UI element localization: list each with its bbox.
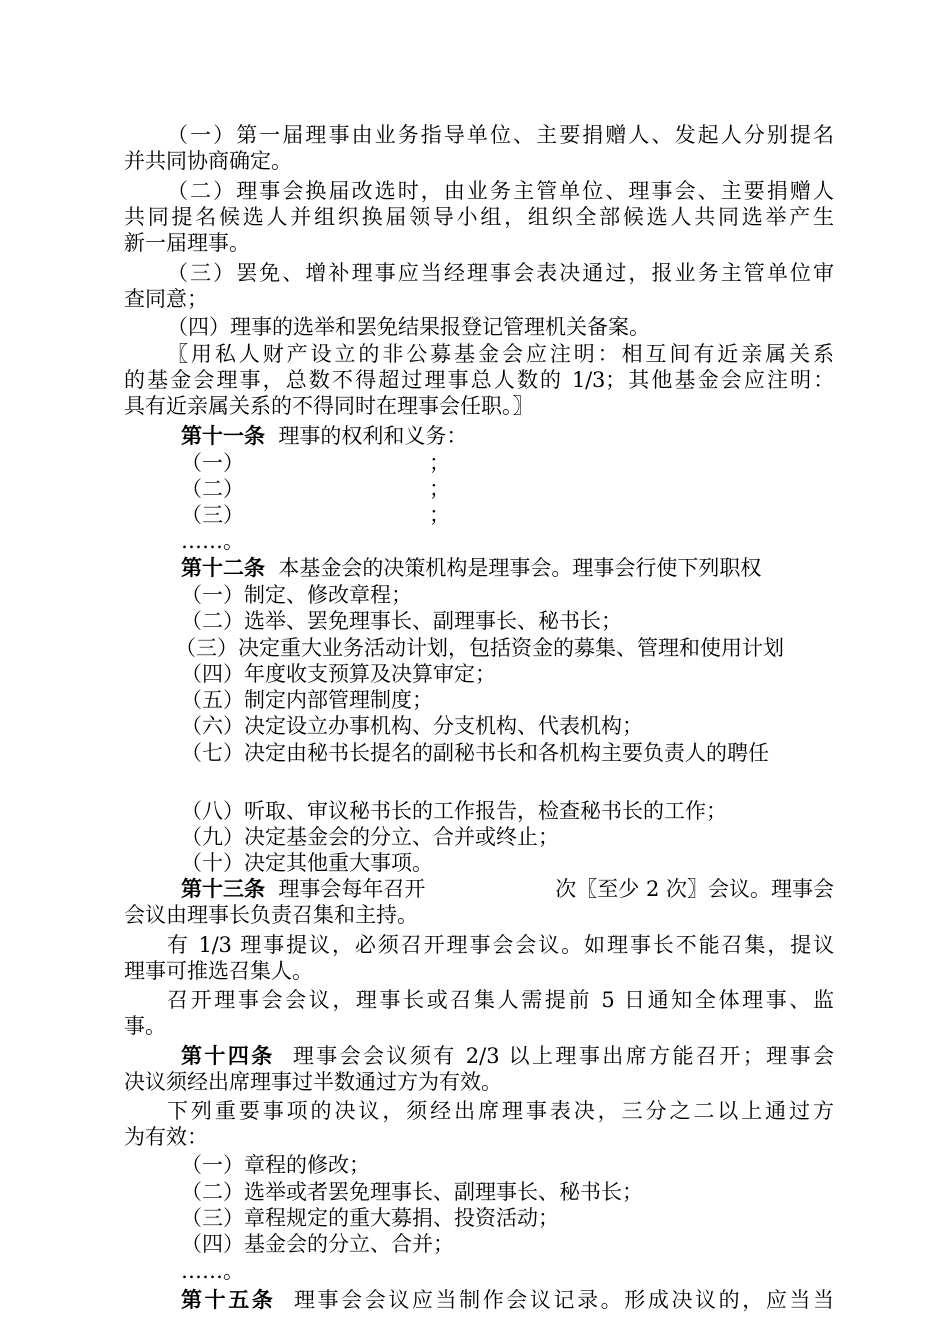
paragraph-line: 理事可推选召集人。 <box>124 959 313 983</box>
paragraph-line: 会议由理事长负责召集和主持。 <box>124 903 418 927</box>
list-item: （十）决定其他重大事项。 <box>181 851 433 875</box>
list-item: （二）选举、罢免理事长、副理事长、秘书长； <box>181 609 622 633</box>
item-number: （一） <box>181 451 244 475</box>
item-semicolon: ； <box>429 451 450 475</box>
paragraph-line: （四）理事的选举和罢免结果报登记管理机关备案。 <box>167 315 650 339</box>
note-line: 的基金会理事，总数不得超过理事总人数的 1/3；其他基金会应注明： <box>124 368 834 392</box>
paragraph-line: 新一届理事。 <box>124 231 250 255</box>
article-text-continued: 次〖至少 2 次〗会议。理事会 <box>555 877 834 901</box>
article-heading: 第十五条 <box>181 1287 276 1312</box>
paragraph-line: 事。 <box>124 1014 166 1038</box>
list-item: （四）基金会的分立、合并； <box>181 1232 454 1256</box>
paragraph-line: 召开理事会会议，理事长或召集人需提前 5 日通知全体理事、监 <box>167 988 834 1012</box>
paragraph-line: （三）罢免、增补理事应当经理事会表决通过，报业务主管单位审 <box>167 261 834 285</box>
article-text: 理事会会议须有 2/3 以上理事出席方能召开；理事会 <box>292 1044 834 1068</box>
article-12-line <box>181 555 834 581</box>
ellipsis-line: ……。 <box>181 529 244 553</box>
article-heading: 第十三条 <box>181 876 265 901</box>
article-text: 理事的权利和义务： <box>278 424 468 448</box>
paragraph-line: 有 1/3 理事提议，必须召开理事会会议。如理事长不能召集，提议 <box>167 933 834 957</box>
article-text: 理事会会议应当制作会议记录。形成决议的，应当当 <box>293 1288 835 1312</box>
paragraph-line: 决议须经出席理事过半数通过方为有效。 <box>124 1070 502 1094</box>
list-item: （一）制定、修改章程； <box>181 583 412 607</box>
list-item-blank <box>181 450 834 476</box>
item-semicolon: ； <box>429 477 450 501</box>
article-11-line <box>181 423 834 449</box>
list-item: （六）决定设立办事机构、分支机构、代表机构； <box>181 714 643 738</box>
list-item-blank <box>181 502 834 528</box>
list-item: （三）决定重大业务活动计划，包括资金的募集、管理和使用计划 <box>175 636 784 660</box>
note-line: 〖用私人财产设立的非公募基金会应注明：相互间有近亲属关系 <box>167 342 834 366</box>
article-15-line <box>181 1287 834 1313</box>
article-13-line <box>181 876 834 902</box>
list-item: （九）决定基金会的分立、合并或终止； <box>181 825 559 849</box>
list-item: （七）决定由秘书长提名的副秘书长和各机构主要负责人的聘任 <box>181 741 769 765</box>
item-number: （二） <box>181 477 244 501</box>
paragraph-line: 为有效： <box>124 1125 208 1149</box>
paragraph-line: （二）理事会换届改选时，由业务主管单位、理事会、主要捐赠人 <box>167 179 834 203</box>
article-heading: 第十四条 <box>181 1043 275 1068</box>
item-semicolon: ； <box>429 503 450 527</box>
paragraph-line: （一）第一届理事由业务指导单位、主要捐赠人、发起人分别提名 <box>167 123 834 147</box>
item-number: （三） <box>181 503 244 527</box>
list-item-blank <box>181 476 834 502</box>
article-14-line <box>181 1043 834 1069</box>
list-item: （一）章程的修改； <box>181 1153 370 1177</box>
article-heading: 第十二条 <box>181 555 265 580</box>
paragraph-line: 并共同协商确定。 <box>124 149 292 173</box>
list-item: （四）年度收支预算及决算审定； <box>181 662 496 686</box>
article-text: 本基金会的决策机构是理事会。理事会行使下列职权 <box>278 556 762 580</box>
note-line: 具有近亲属关系的不得同时在理事会任职。〗 <box>124 394 534 418</box>
list-item: （三）章程规定的重大募捐、投资活动； <box>181 1206 559 1230</box>
paragraph-line: 共同提名候选人并组织换届领导小组，组织全部候选人共同选举产生 <box>124 205 834 229</box>
ellipsis-line: ……。 <box>181 1259 244 1283</box>
list-item: （五）制定内部管理制度； <box>181 688 433 712</box>
paragraph-line: 下列重要事项的决议，须经出席理事表决，三分之二以上通过方 <box>167 1099 834 1123</box>
list-item: （二）选举或者罢免理事长、副理事长、秘书长； <box>181 1180 643 1204</box>
article-text: 理事会每年召开 <box>278 877 426 901</box>
article-heading: 第十一条 <box>181 423 265 448</box>
list-item: （八）听取、审议秘书长的工作报告，检查秘书长的工作； <box>181 799 727 823</box>
paragraph-line: 查同意； <box>124 287 208 311</box>
